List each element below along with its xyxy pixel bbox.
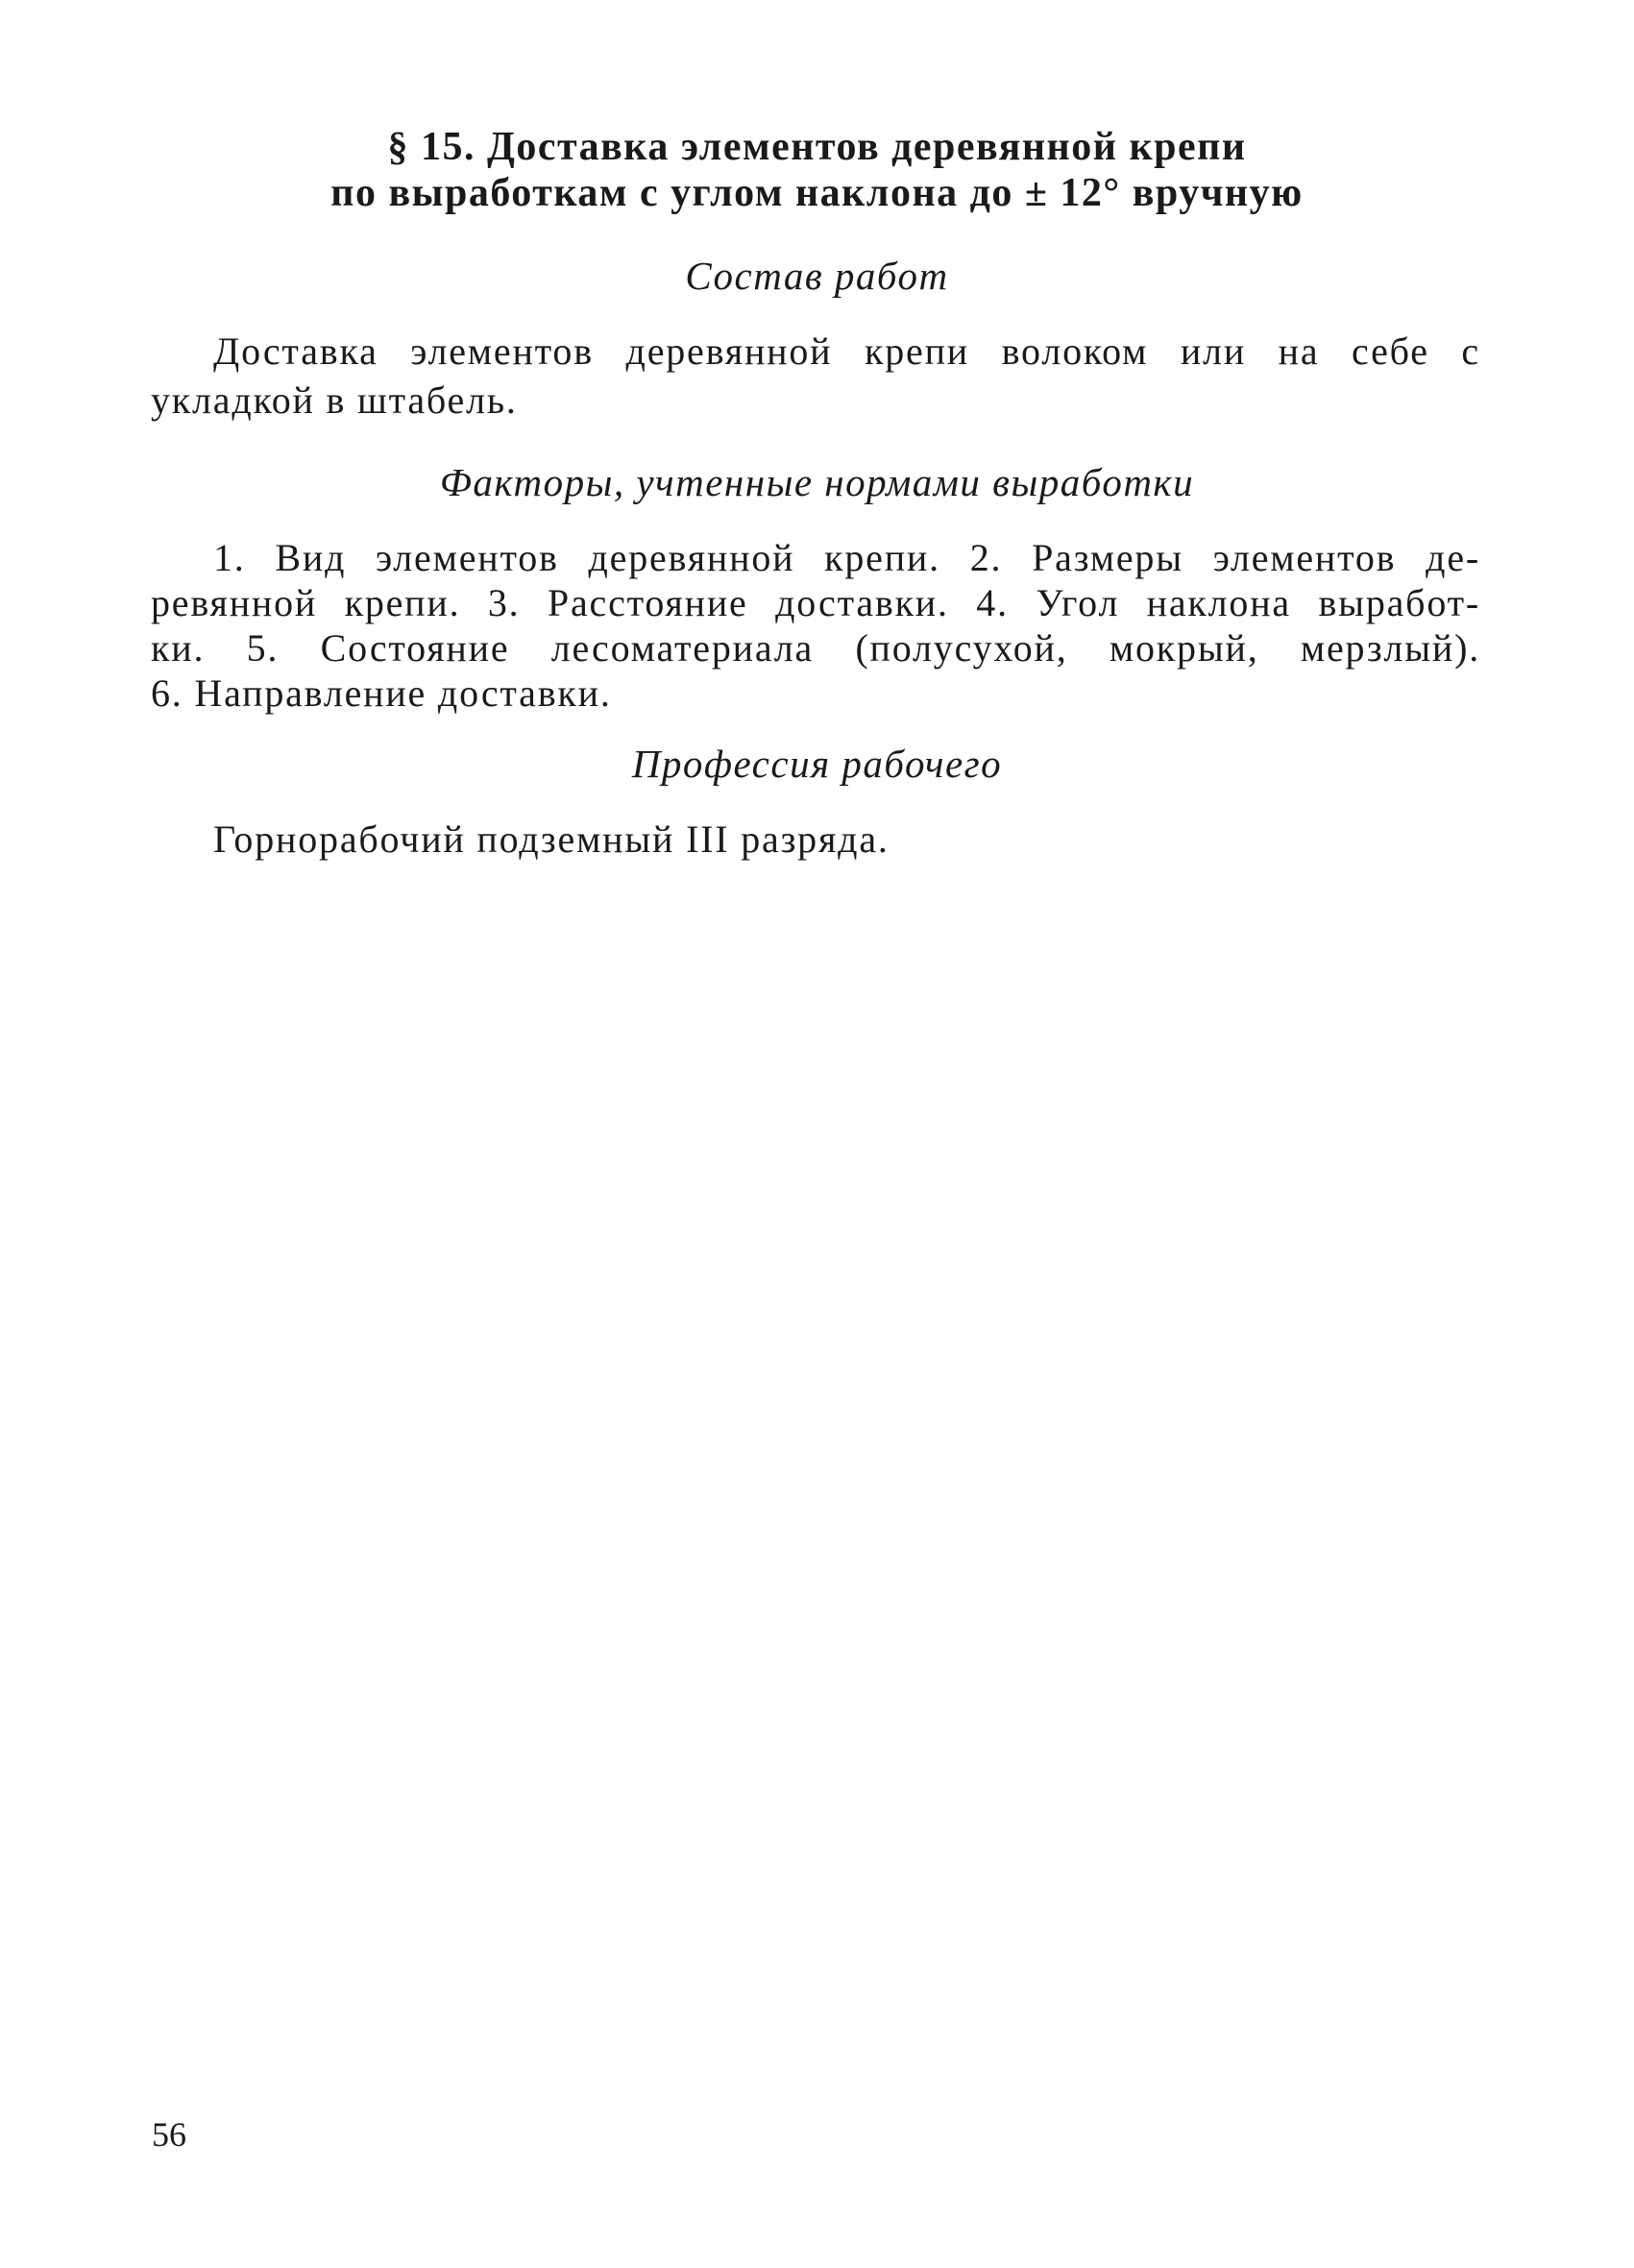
composition-text-line-2: укладкой в штабель.	[151, 378, 518, 422]
composition-heading: Состав работ	[685, 254, 949, 298]
section-title-line-1: § 15. Доставка элементов деревянной крепи	[387, 125, 1247, 169]
profession-text: Горнорабочий подземный III разряда.	[213, 817, 890, 861]
factors-heading: Факторы, учтенные нормами выработки	[439, 460, 1195, 504]
factors-text-line-1: 1. Вид элементов деревянной крепи. 2. Размеры элементов де-	[213, 536, 1480, 579]
factors-text-line-2: ревянной крепи. 3. Расстояние доставки. 4. Угол наклона выработ-	[151, 581, 1480, 624]
factors-text-line-4: 6. Направление доставки.	[151, 671, 612, 715]
section-title-line-2: по выработкам с углом наклона до ± 12° вручную	[330, 171, 1304, 215]
factors-text-line-3: ки. 5. Состояние лесоматериала (полусухой, мокрый, мерзлый).	[151, 626, 1480, 670]
composition-text-line-1: Доставка элементов деревянной крепи волоком или на себе с	[213, 329, 1480, 373]
profession-heading: Профессия рабочего	[631, 742, 1003, 786]
page-number: 56	[152, 2115, 186, 2154]
